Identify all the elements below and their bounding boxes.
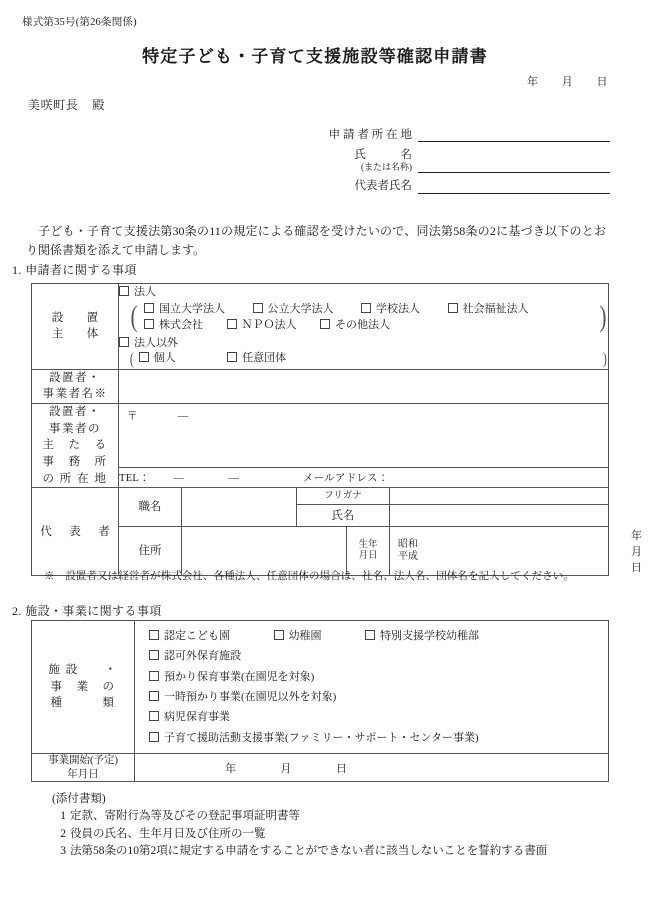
date-year-label: 年 (527, 76, 539, 88)
bracket-left-icon: ( (129, 349, 134, 368)
table-row (32, 284, 609, 370)
date-month-label: 月 (561, 76, 574, 88)
representative-label-text: 代 表 者 (40, 525, 113, 538)
checkbox-label: 学校法人 (376, 302, 420, 315)
facility-label-line2: 事 業 の (50, 680, 116, 693)
office-address-label (32, 404, 119, 488)
checkbox-label: その他法人 (335, 319, 390, 331)
attachment-text: 役員の氏名、生年月日及び住所の一覧 (70, 827, 266, 840)
applicant-address-row (300, 128, 610, 142)
applicant-representative-label: 代表者氏名 (354, 180, 412, 193)
applicant-block (300, 128, 610, 201)
applicant-table (31, 283, 643, 576)
table-row (32, 369, 609, 403)
attachments-list (52, 808, 547, 860)
checkbox-icon[interactable] (144, 303, 154, 313)
office-label-line1: 設置者・ (49, 406, 101, 419)
applicant-representative-input[interactable] (418, 180, 610, 194)
checkbox-social-welfare-corp[interactable] (448, 301, 529, 318)
facility-options-row-1 (149, 626, 608, 646)
checkbox-label: 子育て援助活動支援事業(ファミリー・サポート・センター事業) (164, 731, 479, 744)
tel-dash-1: — (173, 473, 185, 485)
furigana-label-text: フリガナ (324, 490, 362, 501)
applicant-name-input[interactable] (418, 159, 610, 173)
corporation-types-row-1 (144, 301, 594, 318)
checkbox-label: 個人 (153, 352, 176, 364)
section-2-title: 施設・事業に関する事項 (25, 604, 162, 618)
era-showa-option[interactable]: 昭和 (398, 538, 418, 550)
email-label: メールアドレス： (302, 473, 389, 485)
checkbox-label: 特別支援学校幼稚部 (380, 630, 479, 642)
office-label-line4: 事 務 所 (42, 456, 108, 469)
attachment-number: 2 (60, 827, 66, 840)
non-corporation-types-group (129, 350, 608, 369)
checkbox-label: 病児保育事業 (164, 711, 230, 724)
checkbox-temporary-childcare[interactable] (149, 687, 608, 707)
checkbox-label: 一時預かり事業(在園児以外を対象) (164, 691, 337, 704)
checkbox-icon[interactable] (227, 352, 237, 362)
checkbox-icon[interactable] (274, 630, 284, 640)
attachment-number: 1 (60, 810, 66, 823)
start-date-label-line1: 事業開始(予定) (48, 755, 118, 767)
checkbox-corporation[interactable] (119, 284, 608, 301)
checkbox-voluntary-group[interactable] (227, 350, 286, 367)
start-date-label-line2: 年月日 (67, 768, 99, 780)
list-item (52, 826, 547, 843)
checkbox-individual[interactable] (139, 350, 176, 367)
position-input[interactable] (182, 488, 297, 527)
start-month-label: 月 (280, 762, 292, 775)
page-title: 特定子ども・子育て支援施設等確認申請書 (142, 47, 488, 66)
section-1-title: 申請者に関する事項 (25, 263, 137, 277)
non-corporation-types-inner (135, 350, 603, 369)
facility-label-line1: 施 設 ・ (48, 664, 118, 677)
checkbox-label: 幼稚園 (288, 630, 322, 642)
bracket-right-icon: ) (603, 349, 608, 368)
checkbox-special-support-school-kindergarten[interactable] (365, 626, 479, 646)
checkbox-national-univ-corp[interactable] (144, 301, 225, 318)
checkbox-unlicensed-childcare-facility[interactable] (149, 646, 608, 666)
era-heisei-option[interactable]: 平成 (398, 551, 418, 563)
section-2-heading (12, 602, 162, 619)
entity-type-label (32, 284, 119, 370)
birth-day-label: 日 (631, 562, 643, 575)
operator-name-input[interactable] (119, 369, 609, 403)
checkbox-icon[interactable] (119, 337, 129, 347)
applicant-address-input[interactable] (418, 128, 610, 142)
bracket-left-icon: ( (130, 300, 138, 334)
applicant-name-sublabel: (または名称) (361, 162, 412, 173)
table-row (32, 754, 609, 782)
operator-name-label (32, 369, 119, 403)
tel-label: TEL： (119, 473, 150, 485)
tel-dash-2: — (228, 473, 240, 485)
table-row (32, 467, 609, 488)
checkbox-icon[interactable] (149, 650, 159, 660)
checkbox-label: 任意団体 (242, 352, 287, 364)
checkbox-label: 株式会社 (159, 319, 203, 331)
furigana-label (297, 488, 390, 505)
checkbox-icon[interactable] (139, 352, 149, 362)
facility-type-label (32, 621, 135, 754)
address-label-text: 住所 (138, 545, 162, 558)
checkbox-icon[interactable] (149, 671, 159, 681)
checkbox-label: ＮＰＯ法人 (241, 319, 297, 331)
checkbox-non-corporation[interactable] (119, 335, 608, 352)
non-corporation-types-row (139, 350, 599, 367)
applicant-name-label (300, 149, 418, 173)
name-input[interactable] (390, 505, 609, 527)
checkbox-label: 公立大学法人 (267, 302, 334, 315)
checkbox-certified-childcare-center[interactable] (149, 626, 230, 646)
office-label-line5: の 所 在 地 (42, 472, 108, 485)
birthdate-label-line2: 月日 (358, 551, 378, 562)
operator-name-label-line1: 設置者・ (49, 371, 101, 384)
checkbox-icon[interactable] (149, 711, 159, 721)
position-label-text: 職名 (138, 501, 162, 514)
checkbox-icon[interactable] (149, 630, 159, 640)
birth-month-label: 月 (631, 546, 643, 559)
office-contact-cell[interactable] (119, 467, 609, 488)
checkbox-label: 認定こども園 (164, 630, 230, 642)
birthdate-label-line1: 生年 (358, 539, 378, 550)
section-1-heading (12, 261, 137, 278)
section-1-note: ※ 設置者又は経営者が株式会社、各種法人、任意団体の場合は、社名、法人名、団体名を記入してください。 (44, 571, 574, 582)
checkbox-school-corp[interactable] (361, 301, 420, 318)
table-row (32, 488, 609, 505)
checkbox-icon[interactable] (365, 630, 375, 640)
applicant-name-label-main: 氏 名 (354, 149, 412, 161)
furigana-input[interactable] (390, 488, 609, 505)
attachment-number: 3 (60, 844, 66, 857)
office-label-line3: 主 た る (42, 439, 108, 452)
start-day-label: 日 (335, 762, 348, 775)
postal-dash: — (177, 411, 189, 423)
checkbox-icon[interactable] (320, 319, 330, 329)
checkbox-label: 預かり保育事業(在園児を対象) (164, 670, 315, 683)
date-day-label: 日 (596, 76, 608, 88)
attachment-text: 法第58条の10第2項に規定する申請をすることができない者に該当しないことを誓約する書面 (70, 844, 548, 857)
checkbox-icon[interactable] (361, 303, 371, 313)
form-number: 様式第35号(第26条関係) (22, 17, 137, 28)
facility-label-line3: 種 類 (50, 697, 116, 710)
bracket-right-icon: ) (599, 300, 607, 334)
section-1-number: 1. (12, 263, 22, 277)
body-paragraph: 子ども・子育て支援法第30条の11の規定による確認を受けたいので、同法第58条の2に基づき以下のとおり関係書類を添えて申請します。 (26, 224, 606, 257)
checkbox-icon[interactable] (119, 286, 129, 296)
facility-type-options (135, 621, 609, 754)
office-label-line2: 事業者の (49, 422, 101, 435)
postal-mark-icon: 〒 (127, 411, 138, 423)
entity-label-line2: 主 体 (51, 328, 105, 341)
representative-label (32, 488, 119, 576)
start-date-label (32, 754, 135, 782)
checkbox-family-support-center[interactable] (149, 728, 608, 748)
office-address-input[interactable] (119, 404, 609, 468)
entity-type-cell (119, 284, 609, 370)
checkbox-extended-childcare[interactable] (149, 667, 608, 687)
attachments-block (52, 791, 547, 860)
name-label-text: 氏名 (331, 509, 355, 522)
checkbox-icon[interactable] (144, 319, 154, 329)
entity-label-line1: 設 置 (51, 311, 105, 324)
position-label (119, 488, 182, 527)
checkbox-icon[interactable] (227, 319, 237, 329)
checkbox-label: 法人以外 (134, 336, 178, 349)
start-date-input[interactable] (135, 754, 609, 782)
corporation-types-row-2 (144, 317, 594, 334)
date-entry-line (527, 73, 608, 89)
applicant-representative-row (300, 180, 610, 194)
operator-name-label-line2: 事業者名※ (42, 388, 108, 401)
birth-year-label: 年 (631, 530, 643, 543)
checkbox-label: 国立大学法人 (159, 302, 225, 315)
section-2-number: 2. (12, 604, 22, 618)
applicant-address-label: 申 請 者 所 在 地 (328, 128, 412, 141)
checkbox-label: 法人 (134, 286, 156, 298)
corporation-types-group (129, 301, 608, 334)
checkbox-icon[interactable] (253, 303, 263, 313)
checkbox-icon[interactable] (448, 303, 458, 313)
checkbox-icon[interactable] (149, 691, 159, 701)
list-item (52, 808, 547, 825)
checkbox-icon[interactable] (149, 732, 159, 742)
checkbox-npo-corp[interactable] (227, 317, 297, 334)
attachments-heading: (添付書類) (52, 793, 106, 805)
facility-table (31, 620, 609, 782)
attachment-text: 定款、寄附行為等及びその登記事項証明書等 (70, 810, 300, 823)
table-row (32, 621, 609, 754)
checkbox-sick-child-care[interactable] (149, 707, 608, 727)
checkbox-public-univ-corp[interactable] (253, 301, 334, 318)
addressee-name: 美咲町長 (28, 98, 79, 112)
checkbox-label: 社会福祉法人 (462, 302, 529, 315)
checkbox-label: 認可外保育施設 (164, 650, 241, 663)
checkbox-kindergarten[interactable] (274, 626, 322, 646)
list-item (52, 843, 547, 860)
addressee (28, 96, 105, 113)
checkbox-stock-company[interactable] (144, 317, 203, 334)
table-row (32, 404, 609, 468)
checkbox-other-corp[interactable] (320, 317, 390, 334)
name-label (297, 505, 390, 527)
applicant-name-row (300, 149, 610, 173)
addressee-honorific: 殿 (92, 98, 106, 112)
corporation-types-inner (140, 301, 598, 334)
start-year-label: 年 (225, 762, 237, 775)
